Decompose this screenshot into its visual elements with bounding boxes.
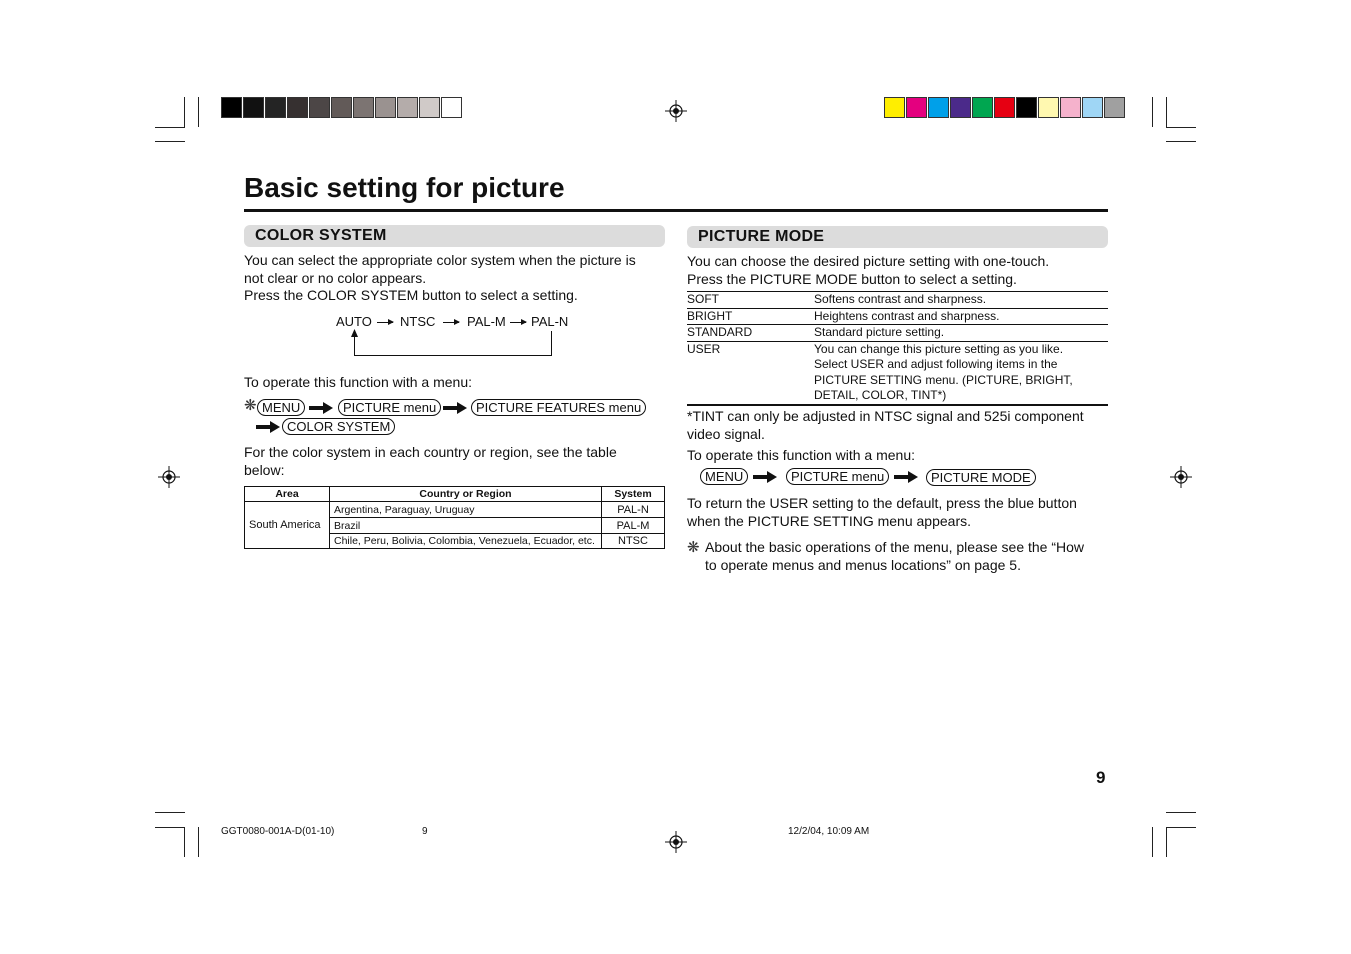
page-number: 9: [1096, 768, 1106, 787]
cycle-loop-line: [551, 331, 552, 355]
user-reset-note: [687, 495, 1108, 530]
table-cell-area: South America: [245, 502, 330, 549]
crop-mark: [1166, 827, 1196, 828]
mode-description: Standard picture setting.: [814, 325, 1108, 342]
color-swatch: [419, 97, 440, 118]
menu-path-menu: MENU: [257, 399, 305, 416]
crop-mark: [1166, 812, 1196, 813]
color-swatch: [1060, 97, 1081, 118]
color-swatch: [221, 97, 242, 118]
menu-path-picture-features-menu: PICTURE FEATURES menu: [471, 399, 646, 416]
menu-operation-line: to operate menus and menus locations” on page 5.: [705, 556, 1021, 573]
color-swatch: [265, 97, 286, 118]
picture-mode-intro: [687, 253, 1108, 288]
grayscale-swatch-bar: [221, 97, 463, 118]
crop-mark: [1166, 141, 1196, 142]
user-reset-line: To return the USER setting to the default, press the blue button: [687, 495, 1077, 511]
footer-document-code: GGT0080-001A-D(01-10): [221, 826, 335, 837]
color-swatch: [1016, 97, 1037, 118]
country-table-intro-line: For the color system in each country or region, see the table: [244, 444, 617, 460]
table-cell-country: Argentina, Paraguay, Uruguay: [330, 502, 602, 518]
registration-mark-icon: [1170, 466, 1192, 488]
registration-mark-icon: [158, 466, 180, 488]
process-color-swatch-bar: [884, 97, 1126, 118]
user-reset-line: when the PICTURE SETTING menu appears.: [687, 512, 971, 529]
tint-note: [687, 408, 1108, 443]
color-swatch: [1104, 97, 1125, 118]
picture-mode-menu-intro: To operate this function with a menu:: [687, 447, 916, 463]
color-swatch: [994, 97, 1015, 118]
menu-path-picture-mode: PICTURE MODE: [926, 469, 1036, 486]
color-swatch: [950, 97, 971, 118]
color-swatch: [243, 97, 264, 118]
country-table-intro-line: below:: [244, 461, 285, 478]
color-swatch: [884, 97, 905, 118]
color-swatch: [1082, 97, 1103, 118]
crop-mark: [1166, 827, 1167, 857]
table-cell-country: Chile, Peru, Bolivia, Colombia, Venezuela, Ecuador, etc.: [330, 534, 602, 549]
footer-timestamp: 12/2/04, 10:09 AM: [788, 826, 870, 837]
table-row: [687, 292, 1108, 309]
cycle-arrow-icon: [510, 322, 526, 323]
picture-mode-table: [687, 291, 1108, 406]
table-row: [687, 308, 1108, 325]
menu-path-arrow-icon: [256, 421, 280, 433]
crop-mark: [1166, 127, 1196, 128]
mode-description: Softens contrast and sharpness.: [814, 292, 1108, 309]
crop-mark: [155, 141, 185, 142]
note-asterisk-icon: ❋: [687, 539, 700, 556]
color-swatch: [331, 97, 352, 118]
cycle-arrow-up-icon: [351, 329, 358, 337]
color-system-heading: COLOR SYSTEM: [244, 225, 665, 247]
color-swatch: [441, 97, 462, 118]
color-system-intro-line: You can select the appropriate color system when the picture is: [244, 252, 636, 268]
cycle-item-pal-n: PAL-N: [531, 314, 569, 329]
cycle-item-auto: AUTO: [336, 314, 372, 329]
picture-mode-heading: PICTURE MODE: [687, 226, 1108, 248]
mode-name: SOFT: [687, 292, 814, 309]
tint-note-line: video signal.: [687, 425, 765, 442]
table-header-system: System: [602, 487, 665, 502]
registration-mark-icon: [665, 100, 687, 122]
crop-mark: [184, 827, 185, 857]
picture-mode-intro-line: You can choose the desired picture setting with one-touch.: [687, 253, 1050, 269]
menu-path-color-system: COLOR SYSTEM: [282, 418, 395, 435]
title-divider: [244, 209, 1108, 212]
crop-mark: [184, 97, 185, 127]
crop-mark: [198, 97, 199, 127]
color-swatch: [287, 97, 308, 118]
crop-mark: [155, 827, 185, 828]
note-asterisk-icon: ❋: [244, 397, 257, 414]
cycle-loop-line: [354, 355, 552, 356]
table-row: [245, 502, 665, 518]
color-system-intro-line: Press the COLOR SYSTEM button to select a setting.: [244, 287, 578, 303]
mode-name: USER: [687, 341, 814, 405]
mode-name: STANDARD: [687, 325, 814, 342]
cycle-arrow-icon: [443, 322, 459, 323]
color-system-intro: [244, 252, 665, 305]
crop-mark: [1152, 97, 1153, 127]
table-header-area: Area: [245, 487, 330, 502]
table-header-country: Country or Region: [330, 487, 602, 502]
color-swatch: [353, 97, 374, 118]
table-cell-system: PAL-M: [602, 518, 665, 534]
color-swatch: [397, 97, 418, 118]
cycle-loop-line: [354, 334, 355, 356]
table-cell-system: PAL-N: [602, 502, 665, 518]
color-system-country-table: [244, 486, 665, 549]
menu-path-picture-menu: PICTURE menu: [338, 399, 441, 416]
menu-operation-line: About the basic operations of the menu, please see the “How: [705, 539, 1085, 555]
color-system-intro-line: not clear or no color appears.: [244, 269, 427, 286]
crop-mark: [198, 827, 199, 857]
picture-mode-intro-line: Press the PICTURE MODE button to select a setting.: [687, 270, 1017, 287]
footer-page: 9: [422, 826, 428, 837]
table-row: [687, 325, 1108, 342]
menu-path-menu: MENU: [700, 468, 748, 485]
crop-mark: [1166, 97, 1167, 127]
menu-path-arrow-icon: [894, 471, 918, 483]
mode-name: BRIGHT: [687, 308, 814, 325]
crop-mark: [1152, 827, 1153, 857]
menu-path-picture-menu: PICTURE menu: [786, 468, 889, 485]
crop-mark: [155, 127, 185, 128]
menu-path-arrow-icon: [309, 402, 333, 414]
menu-path-arrow-icon: [753, 471, 777, 483]
color-swatch: [375, 97, 396, 118]
color-system-menu-intro: To operate this function with a menu:: [244, 374, 473, 390]
color-swatch: [972, 97, 993, 118]
cycle-item-ntsc: NTSC: [400, 314, 436, 329]
page-title: Basic setting for picture: [244, 172, 565, 203]
color-swatch: [1038, 97, 1059, 118]
cycle-arrow-icon: [377, 322, 393, 323]
mode-description: You can change this picture setting as you like. Select USER and adjust following items in the PICTURE SETTING menu. (PICTURE, BRIGHT, DETAIL, COLOR, TINT*): [814, 341, 1108, 405]
color-swatch: [928, 97, 949, 118]
tint-note-line: *TINT can only be adjusted in NTSC signal and 525i component: [687, 408, 1084, 424]
crop-mark: [155, 812, 185, 813]
country-table-intro: [244, 444, 665, 479]
menu-operation-note: [705, 539, 1108, 574]
menu-path-arrow-icon: [443, 402, 467, 414]
mode-description: Heightens contrast and sharpness.: [814, 308, 1108, 325]
table-row: [687, 341, 1108, 405]
color-swatch: [309, 97, 330, 118]
table-cell-country: Brazil: [330, 518, 602, 534]
registration-mark-icon: [665, 831, 687, 853]
color-swatch: [906, 97, 927, 118]
table-cell-system: NTSC: [602, 534, 665, 549]
cycle-item-pal-m: PAL-M: [467, 314, 506, 329]
